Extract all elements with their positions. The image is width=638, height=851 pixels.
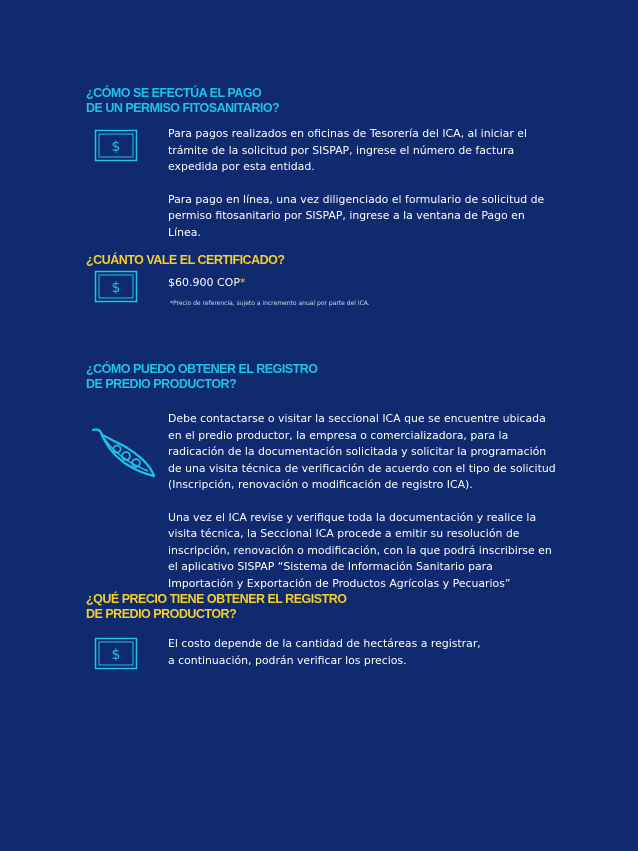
price-reference-note: *Precio de referencia, sujeto a incremento anual por parte del ICA. <box>170 300 370 307</box>
payment-description <box>168 126 556 241</box>
registration-price-paragraph: El costo depende de la cantidad de hectáreas a registrar, a continuación, podrán verificar los precios. <box>168 637 481 667</box>
payment-paragraph-online: Para pago en línea, una vez diligenciado el formulario de solicitud de permiso fitosanitario por SISPAP, ingrese a la ventana de Pago en Línea. <box>168 192 545 239</box>
svg-text:$: $ <box>111 139 121 155</box>
registration-paragraph-resolution: Una vez el ICA revise y verifique toda la documentación y realice la visita técnica, la Seccional ICA procede a emitir su resolución de inscripción, renovación o modificación, con la que podrá inscribirse en el aplicativo SISPAP “Sistema de Información Sanitario para Importación y Exportación de Productos Agrícolas y Pecuarios” <box>168 510 552 590</box>
money-bill-icon <box>94 129 138 162</box>
section-title-payment: ¿CÓMO SE EFECTÚA EL PAGO DE UN PERMISO FITOSANITARIO? <box>86 86 280 115</box>
payment-paragraph-office: Para pagos realizados en oficinas de Tesorería del ICA, al iniciar el trámite de la solicitud por SISPAP, ingrese el número de factura expedida por esta entidad. <box>168 127 527 173</box>
svg-text:$: $ <box>111 647 121 663</box>
section-title-certificate-price: ¿CUÁNTO VALE EL CERTIFICADO? <box>86 253 285 267</box>
registration-description <box>168 411 556 592</box>
registration-price-description <box>168 636 488 669</box>
pea-pod-icon <box>90 424 160 484</box>
money-bill-icon <box>94 637 138 670</box>
registration-paragraph-contact: Debe contactarse o visitar la seccional ICA que se encuentre ubicada en el predio productor, la empresa o comercializadora, para la radicación de la documentación solicitada y solicitar la programación de una visita técnica de verificación de acuerdo con el tipo de solicitud (Inscripción, renovación o modificación de registro ICA). <box>168 412 556 491</box>
svg-text:$: $ <box>111 280 121 296</box>
certificate-price: $60.900 COP* <box>168 276 246 289</box>
money-bill-icon <box>94 270 138 303</box>
section-title-registration: ¿CÓMO PUEDO OBTENER EL REGISTRO DE PREDIO PRODUCTOR? <box>86 362 318 391</box>
section-title-registration-price: ¿QUÉ PRECIO TIENE OBTENER EL REGISTRO DE PREDIO PRODUCTOR? <box>86 592 347 621</box>
